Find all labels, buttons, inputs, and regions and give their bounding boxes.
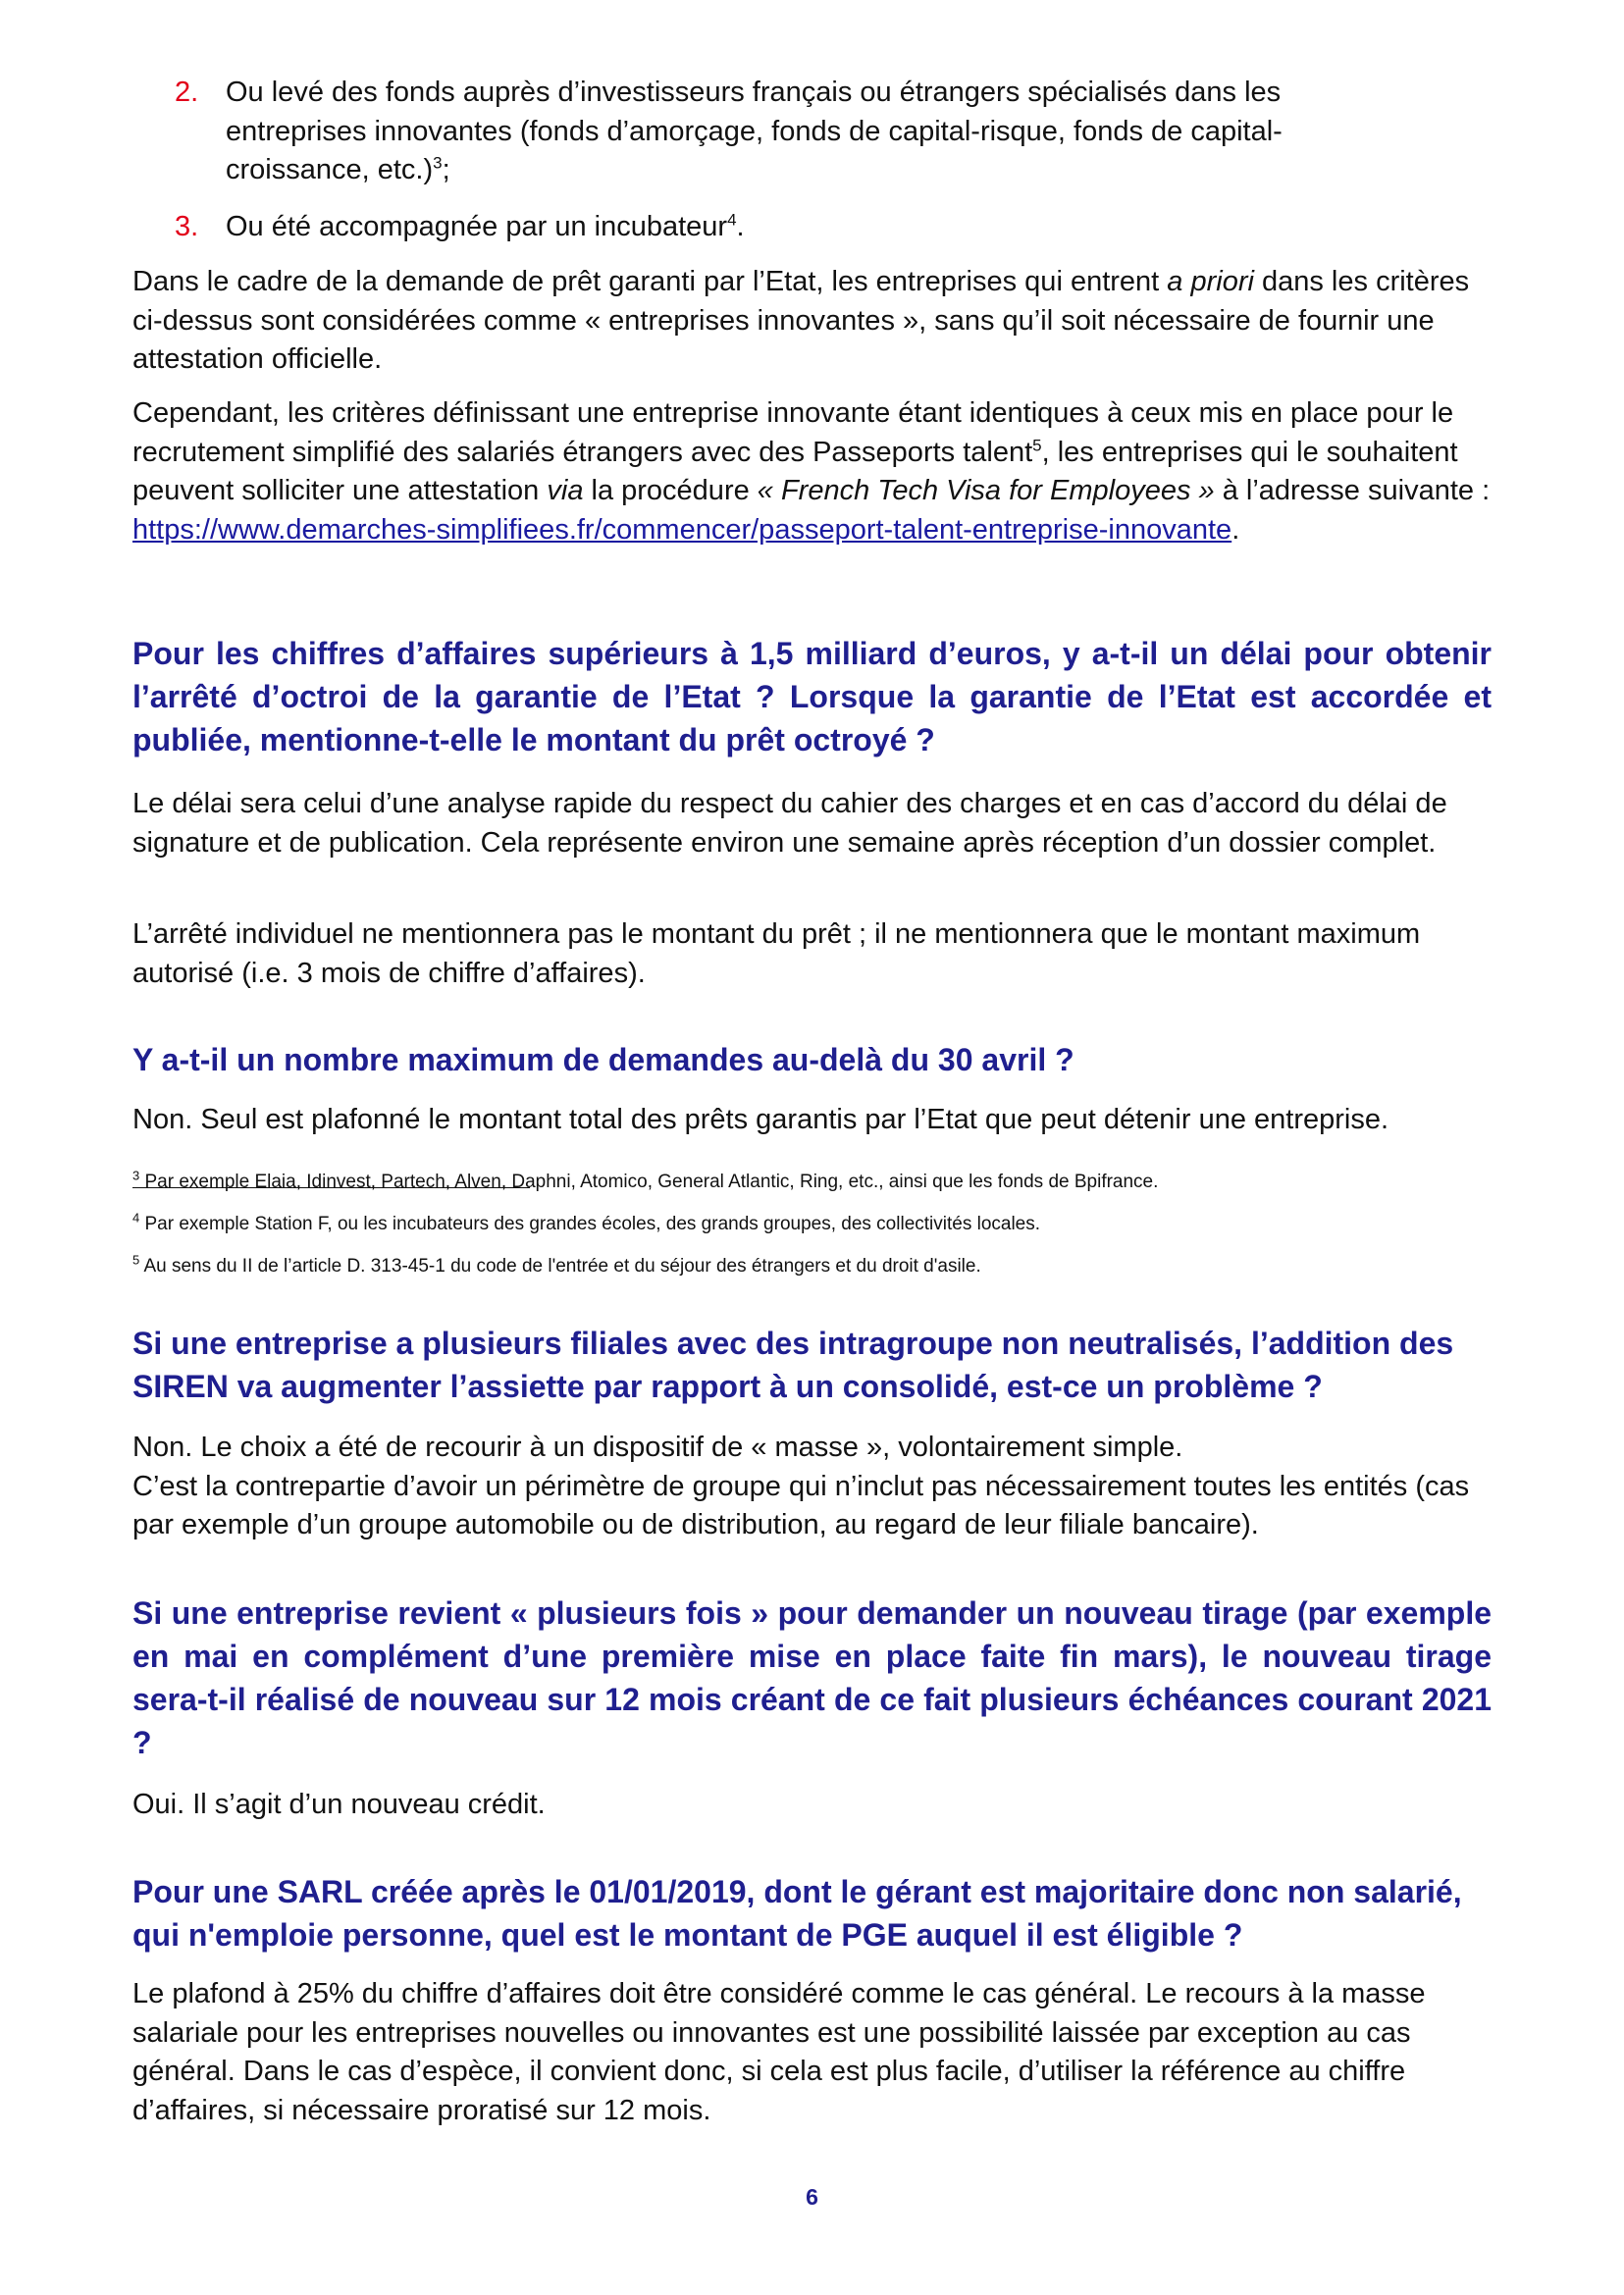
emphasis-via: via [547, 475, 584, 506]
list-item-text: Ou été accompagnée par un incubateur [226, 211, 728, 242]
list-item-tail: ; [442, 154, 450, 185]
question-heading-sarl: Pour une SARL créée après le 01/01/2019, dont le gérant est majoritaire donc non salarié, qui n'emploie personne, quel est le montant de PGE auquel il est éligible ? [132, 1874, 1462, 1953]
footnote-ref-4[interactable]: 4 [727, 210, 737, 230]
emphasis-a-priori: a priori [1167, 266, 1254, 297]
footnote-text: Par exemple Station F, ou les incubateurs des grandes écoles, des grands groupes, des collectivités locales. [139, 1214, 1041, 1234]
answer-nombre-demandes: Non. Seul est plafonné le montant total des prêts garantis par l’Etat que peut détenir une entreprise. [132, 1104, 1389, 1135]
question-heading-filiales: Si une entreprise a plusieurs filiales avec des intragroupe non neutralisés, l’addition des SIREN va augmenter l’assiette par rapport à un consolidé, est-ce un problème ? [132, 1326, 1454, 1404]
list-item-2 [175, 74, 1403, 190]
answer-delai-p2: L’arrêté individuel ne mentionnera pas le montant du prêt ; il ne mentionnera que le montant maximum autorisé (i.e. 3 mois de chiffre d’affaires). [132, 918, 1421, 989]
footnote-text: Au sens du II de l’article D. 313-45-1 du code de l'entrée et du séjour des étrangers et du droit d'asile. [139, 1256, 981, 1277]
question-heading-nouveau-tirage: Si une entreprise revient « plusieurs fois » pour demander un nouveau tirage (par exemple en mai en complément d’une première mise en place faite fin mars), le nouveau tirage sera-t-il réalisé de nouveau sur 12 mois créant de ce fait plusieurs échéances courant 2021 ? [132, 1595, 1492, 1760]
footnote-4 [132, 1210, 1492, 1236]
footnote-3 [132, 1168, 1492, 1194]
list-item-tail: . [736, 211, 745, 242]
answer-delai-p1: Le délai sera celui d’une analyse rapide du respect du cahier des charges et en cas d’accord du délai de signature et de publication. Cela représente environ une semaine après réception d’un dossier complet. [132, 788, 1447, 859]
answer-filiales [132, 1429, 1492, 1545]
footnote-ref-5[interactable]: 5 [1032, 435, 1042, 454]
page-number: 6 [806, 2184, 818, 2210]
demarches-simplifiees-link[interactable]: https://www.demarches-simplifiees.fr/commencer/passeport-talent-entreprise-innovante [132, 513, 1232, 546]
list-number: 3. [175, 211, 199, 242]
answer-nouveau-tirage: Oui. Il s’agit d’un nouveau crédit. [132, 1789, 546, 1820]
footnote-number: 3 [132, 1168, 140, 1183]
answer-filiales-line2: C’est la contrepartie d’avoir un périmètre de groupe qui n’inclut pas nécessairement toutes les entités (cas par exemple d’un groupe automobile ou de distribution, au regard de leur filiale bancaire). [132, 1470, 1470, 1540]
question-heading-delai: Pour les chiffres d’affaires supérieurs à 1,5 milliard d’euros, y a-t-il un délai pour obtenir l’arrêté d’octroi de la garantie de l’Etat ? Lorsque la garantie de l’Etat est accordée et publiée, mentionne-t-elle le montant du prêt octroyé ? [132, 636, 1492, 757]
paragraph-attestation: Cependant, les critères définissant une entreprise innovante étant identiques à ceux mis en place pour le recrutement simplifié des salariés étrangers avec des Passeports talent$^5$, les entreprises qui le souhaitent peuvent solliciter une attestation via la procédure « French Tech Visa for Employees » à l’adresse suivante : https://www.demarches-simplifiees.fr/commencer/passeport-talent-entreprise-innovante. [132, 397, 1491, 546]
footnote-5 [132, 1252, 1492, 1278]
paragraph-criteria: Dans le cadre de la demande de prêt garanti par l’Etat, les entreprises qui entrent a priori dans les critères ci-dessus sont considérées comme « entreprises innovantes », sans qu’il soit nécessaire de fournir une attestation officielle. [132, 266, 1470, 375]
footnote-number: 4 [132, 1210, 140, 1226]
footnote-number: 5 [132, 1252, 140, 1268]
question-heading-nombre-demandes: Y a-t-il un nombre maximum de demandes au-delà du 30 avril ? [132, 1042, 1074, 1077]
answer-filiales-line1: Non. Le choix a été de recourir à un dispositif de « masse », volontairement simple. [132, 1432, 1183, 1463]
list-number: 2. [175, 77, 199, 108]
answer-sarl: Le plafond à 25% du chiffre d’affaires doit être considéré comme le cas général. Le recours à la masse salariale pour les entreprises nouvelles ou innovantes est une possibilité laissée par exception au cas général. Dans le cas d’espèce, il convient donc, si cela est plus facile, d’utiliser la référence au chiffre d’affaires, si nécessaire proratisé sur 12 mois. [132, 1978, 1426, 2126]
emphasis-french-tech-visa: « French Tech Visa for Employees » [757, 475, 1215, 506]
footnote-text: Par exemple Elaia, Idinvest, Partech, Alven, Daphni, Atomico, General Atlantic, Ring, etc., ainsi que les fonds de Bpifrance. [139, 1172, 1159, 1192]
footnote-ref-3[interactable]: 3 [433, 153, 443, 173]
list-item-3 [175, 208, 1403, 247]
list-item-text: Ou levé des fonds auprès d’investisseurs français ou étrangers spécialisés dans les entreprises innovantes (fonds d’amorçage, fonds de capital-risque, fonds de capital-croissance, etc.) [226, 77, 1283, 185]
